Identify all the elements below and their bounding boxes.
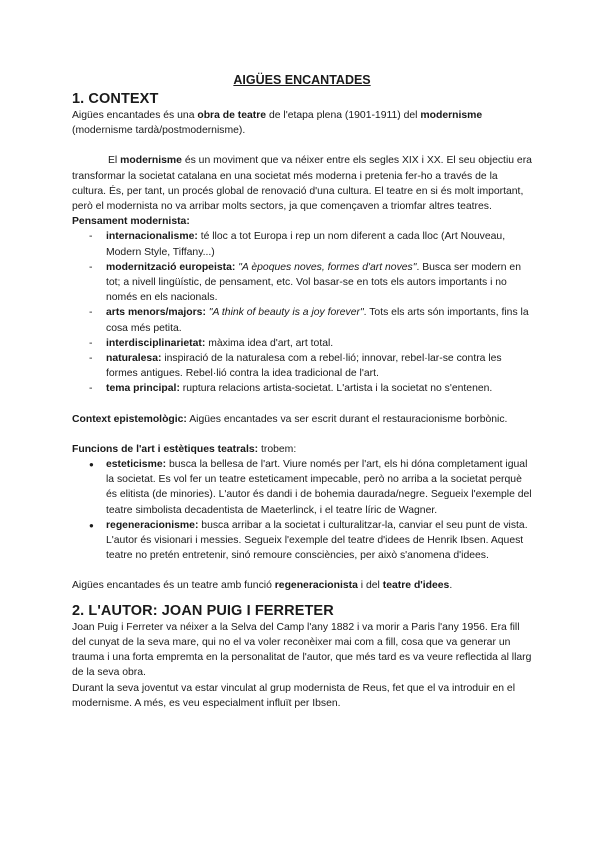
list-item: - arts menors/majors: "A think of beauty is a joy forever". Tots els arts són importants, fins la cosa més petita. bbox=[92, 305, 532, 335]
intro-paragraph: Aigües encantades és una obra de teatre de l'etapa plena (1901-1911) del modernisme (modernisme tardà/postmodernisme). bbox=[72, 110, 483, 137]
funcions-list bbox=[72, 457, 532, 563]
author-paragraph-1: Joan Puig i Ferreter va néixer a la Selva del Camp l'any 1882 i va morir a Paris l'any 1956. Era fill del cunyat de la seva mare, qui no el va voler reconèixer mai com a fill, cosa que va generar un trauma i una forta empremta en la personalitat de l'autor, que més tard es va veure reflectida al llarg de la seva obra. bbox=[72, 621, 532, 679]
list-item: - internacionalisme: té lloc a tot Europa i rep un nom diferent a cada lloc (Art Nouveau, Modern Style, Tiffany...) bbox=[92, 229, 532, 259]
list-item: - interdisciplinarietat: màxima idea d'art, art total. bbox=[92, 336, 532, 351]
list-item: - naturalesa: inspiració de la naturalesa com a rebel·lió; innovar, rebel·lar-se contra les formes antigues. Rebel·lió contra la idea tradicional de l'art. bbox=[92, 351, 532, 381]
section-heading-context: 1. CONTEXT bbox=[72, 91, 159, 107]
modernisme-paragraph: El modernisme és un moviment que va néixer entre els segles XIX i XX. El seu objectiu era transformar la societat catalana en una societat més moderna i pretenia fer-ho a través de la cultura. És, per tant, un procés global de renovació d'una cultura. El teatre en si és molt important, però el modernista no va arribar molts sectors, ja que començaven a triomfar altres teatres. bbox=[72, 155, 532, 213]
funcions-heading: Funcions de l'art i estètiques teatrals: trobem: bbox=[72, 443, 297, 455]
pensament-list bbox=[72, 229, 532, 396]
closing-paragraph: Aigües encantades és un teatre amb funció regeneracionista i del teatre d'idees. bbox=[72, 580, 453, 592]
author-paragraph-2: Durant la seva joventut va estar vinculat al grup modernista de Reus, fet que el va introduir en el modernisme. A més, es veu especialment influït per Ibsen. bbox=[72, 682, 516, 709]
section-heading-author: 2. L'AUTOR: JOAN PUIG I FERRETER bbox=[72, 602, 334, 619]
list-item: - modernització europeista: "A èpoques noves, formes d'art noves". Busca ser modern en tot; a nivell lingüístic, de pensament, etc. Vol basar-se en tots els autors importants i no només en els nacionals. bbox=[92, 260, 532, 306]
list-item: - tema principal: ruptura relacions artista-societat. L'artista i la societat no s'entenen. bbox=[92, 381, 532, 396]
epistemologic-paragraph: Context epistemològic: Aigües encantades va ser escrit durant el restauracionisme borbònic. bbox=[72, 413, 508, 425]
document-title: AIGÜES ENCANTADES bbox=[233, 73, 371, 87]
list-item: ● esteticisme: busca la bellesa de l'art. Viure només per l'art, els hi dóna completament igual la societat. Es vol fer un teatre esteticament impecable, però no arriba a la societat perquè és elitista (de minories). L'autor és dandi i de bohemia daurada/negre. Segueix l'exemple del teatre simbolista decadentista de Maeterlinck, i el teatre líric de Wagner. bbox=[92, 457, 532, 518]
document-body bbox=[72, 72, 532, 711]
list-item: ● regeneracionisme: busca arribar a la societat i culturalitzar-la, canviar el seu punt de vista. L'autor és visionari i messies. Segueix l'exemple del teatre d'idees de Henrik Ibsen. Aquest teatre no pretén entretenir, sinó remoure consciències, per això s'anomena d'idees. bbox=[92, 518, 532, 564]
pensament-heading: Pensament modernista: bbox=[72, 216, 190, 228]
